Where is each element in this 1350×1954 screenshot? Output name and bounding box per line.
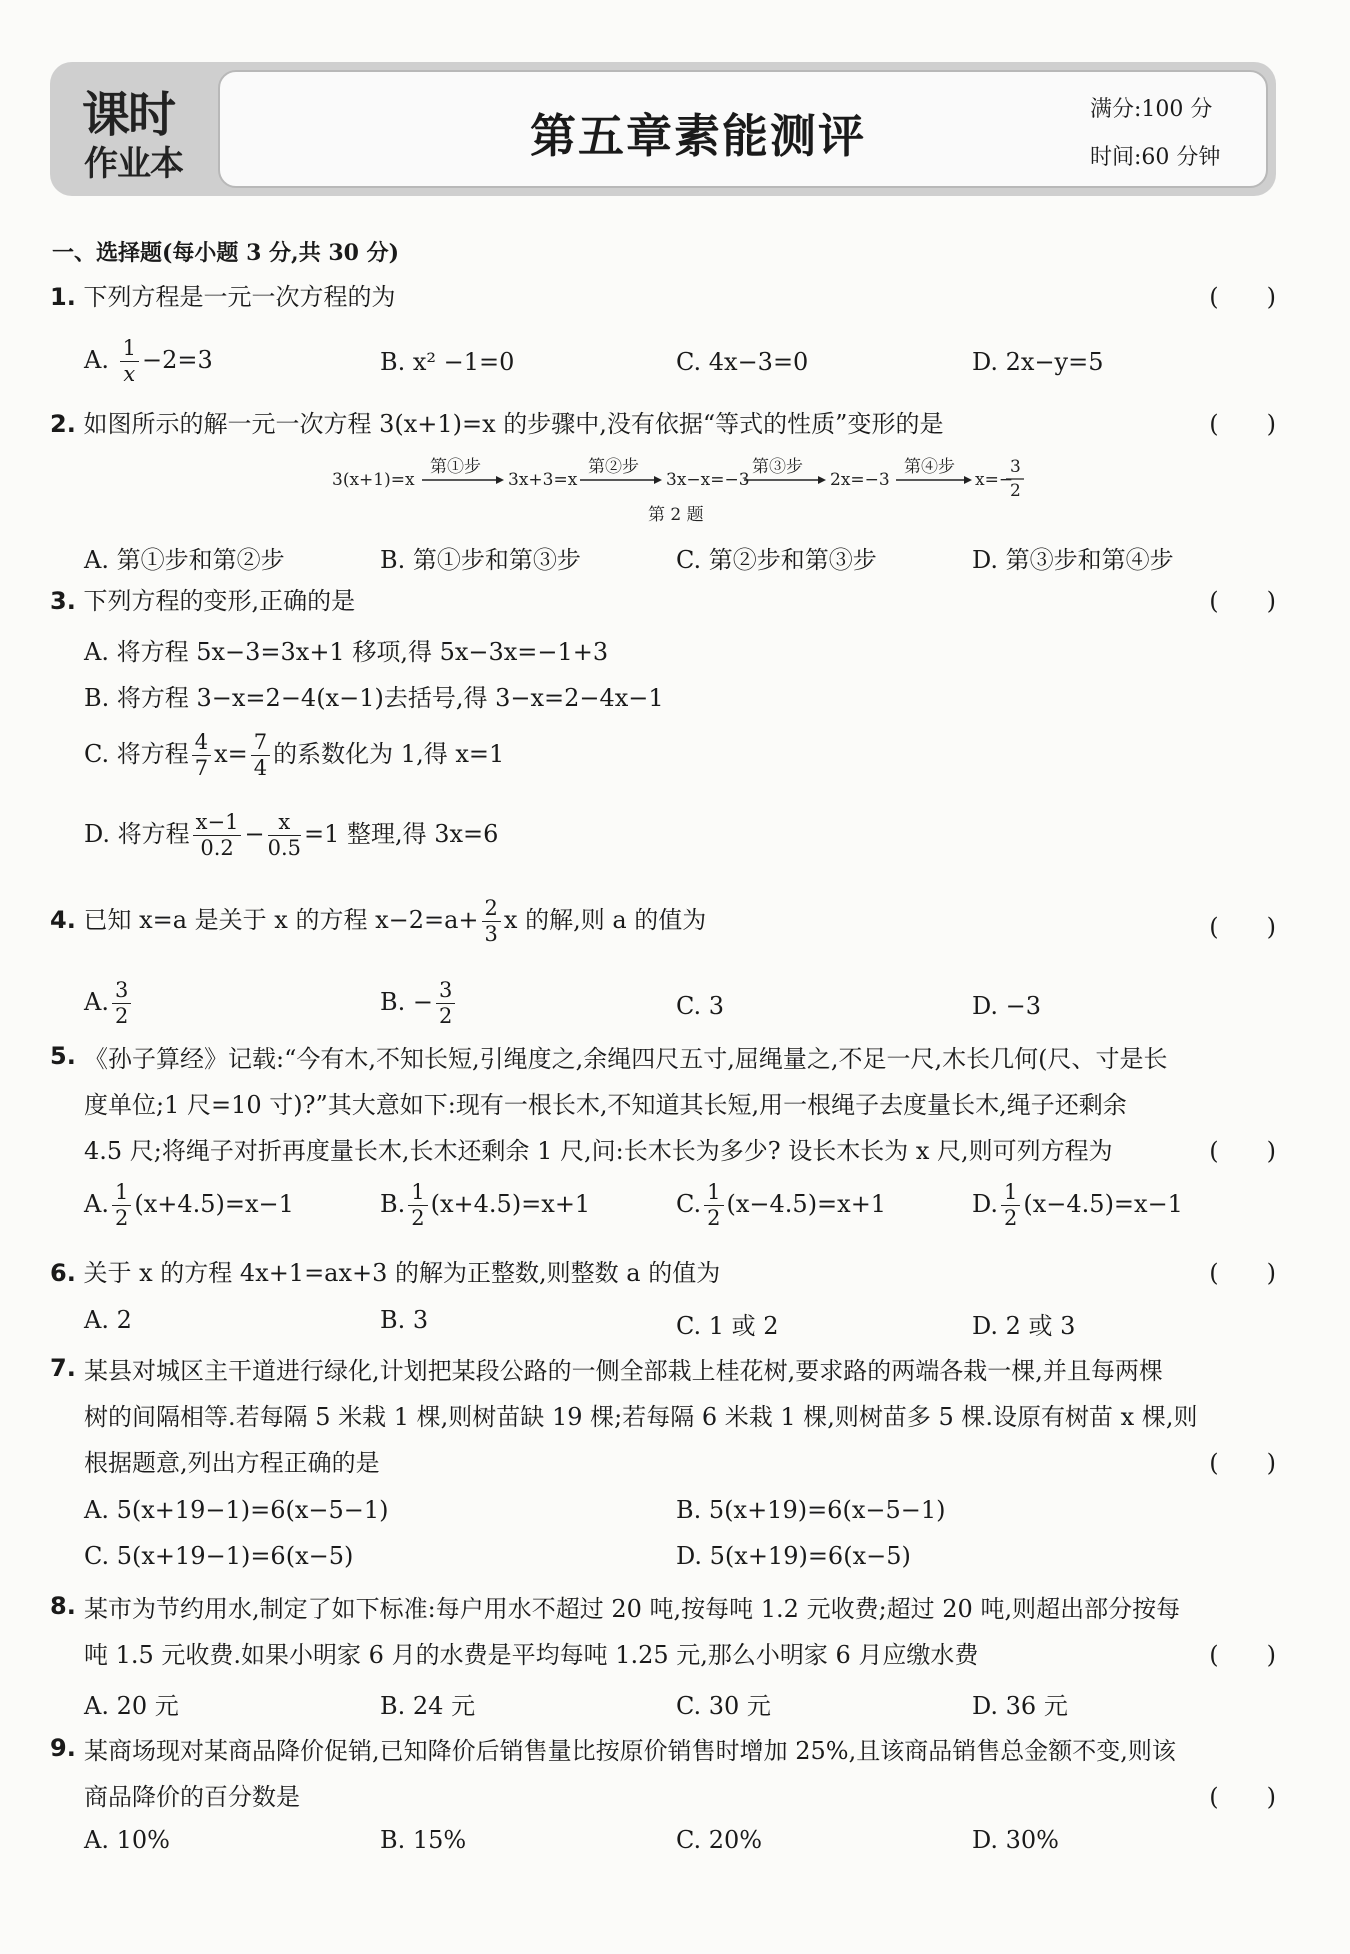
- numerator: x−1: [193, 812, 242, 836]
- numerator: x: [268, 812, 301, 836]
- flow-expr-2: 3x−x=−3: [666, 470, 750, 490]
- q7-option-a: A. 5(x+19−1)=6(x−5−1): [84, 1496, 389, 1524]
- option-text: D. 将方程: [84, 820, 190, 848]
- denominator: 2: [114, 1004, 129, 1028]
- denominator: 4: [253, 756, 268, 780]
- flow-expr-0: 3(x+1)=x: [332, 470, 415, 490]
- numerator: 1: [704, 1182, 723, 1206]
- question-line: 《孙子算经》记载:“今有木,不知长短,引绳度之,余绳四尺五寸,屈绳量之,不足一尺,木长几何(尺、寸是长: [84, 1045, 1168, 1073]
- answer-blank: ( ): [1209, 283, 1276, 311]
- denominator: 3: [484, 922, 498, 946]
- numerator: 1: [408, 1182, 427, 1206]
- option-label: A.: [84, 988, 109, 1016]
- question-number: 1.: [50, 283, 76, 311]
- option-rest: (x+4.5)=x−1: [134, 1190, 294, 1218]
- q8-option-b: B. 24 元: [380, 1692, 476, 1720]
- question-text: x 的解,则 a 的值为: [503, 906, 707, 934]
- arrowhead-icon: [496, 476, 504, 484]
- homework-badge: [62, 74, 222, 184]
- fraction: [408, 1182, 427, 1229]
- fraction: [436, 980, 455, 1027]
- fraction: [251, 732, 270, 779]
- numerator: 1: [1001, 1182, 1020, 1206]
- q4-option-a: [84, 980, 134, 1027]
- option-label: B.: [380, 1190, 406, 1218]
- question-text: 已知 x=a 是关于 x 的方程 x−2=a+: [83, 906, 479, 934]
- question-4: [50, 898, 1276, 945]
- denominator: 7: [194, 756, 209, 780]
- fraction: [1001, 1182, 1020, 1229]
- q9-option-a: A. 10%: [84, 1826, 170, 1854]
- q8-option-c: C. 30 元: [676, 1692, 771, 1720]
- q1-option-c: C. 4x−3=0: [676, 348, 809, 376]
- question-line: 4.5 尺;将绳子对折再度量长木,长木还剩余 1 尺,问:长木长为多少? 设长木长为 x 尺,则可列方程为: [84, 1137, 1113, 1165]
- q5-option-a: [84, 1182, 294, 1229]
- fraction: [112, 1182, 131, 1229]
- option-text: −: [244, 820, 265, 848]
- fraction: [193, 812, 242, 859]
- flow-frac-num: 3: [1010, 457, 1021, 477]
- question-5: [84, 1036, 1274, 1174]
- numerator: 1: [120, 338, 139, 362]
- question-number: 5.: [50, 1042, 76, 1070]
- section-heading: 一、选择题(每小题 3 分,共 30 分): [52, 240, 400, 266]
- fraction: [268, 812, 301, 859]
- question-6: [50, 1256, 1276, 1290]
- q2-option-c: C. 第②步和第③步: [676, 546, 877, 574]
- question-line: 某县对城区主干道进行绿化,计划把某段公路的一侧全部栽上桂花树,要求路的两端各栽一棵,并且每两棵: [84, 1357, 1163, 1385]
- question-number: 4.: [50, 906, 76, 934]
- fraction: [482, 898, 501, 945]
- question-number: 9.: [50, 1734, 76, 1762]
- question-number: 8.: [50, 1592, 76, 1620]
- arrowhead-icon: [654, 476, 662, 484]
- q3-option-d: [84, 812, 498, 859]
- question-3: [50, 584, 1276, 618]
- q5-option-d: [972, 1182, 1183, 1229]
- q2-option-a: A. 第①步和第②步: [84, 546, 285, 574]
- fraction: [120, 338, 139, 385]
- q9-option-d: D. 30%: [972, 1826, 1059, 1854]
- option-text: =1 整理,得 3x=6: [303, 820, 499, 848]
- q6-option-c: C. 1 或 2: [676, 1312, 779, 1340]
- fraction: [112, 980, 131, 1027]
- q3-option-a: A. 将方程 5x−3=3x+1 移项,得 5x−3x=−1+3: [84, 638, 609, 666]
- numerator: 3: [436, 980, 455, 1004]
- q5-option-b: [380, 1182, 590, 1229]
- question-line: 根据题意,列出方程正确的是: [84, 1449, 380, 1477]
- question-2: [50, 407, 1276, 441]
- numerator: 3: [112, 980, 131, 1004]
- q8-option-a: A. 20 元: [84, 1692, 179, 1720]
- option-rest: (x−4.5)=x−1: [1023, 1190, 1183, 1218]
- q6-option-d: D. 2 或 3: [972, 1312, 1076, 1340]
- option-rest: −2=3: [141, 346, 213, 374]
- answer-blank: ( ): [1209, 410, 1276, 438]
- q3-option-b: B. 将方程 3−x=2−4(x−1)去括号,得 3−x=2−4x−1: [84, 684, 664, 712]
- question-line: 某市为节约用水,制定了如下标准:每户用水不超过 20 吨,按每吨 1.2 元收费;超过 20 吨,则超出部分按每: [84, 1595, 1181, 1623]
- q8-option-d: D. 36 元: [972, 1692, 1068, 1720]
- time-limit: 时间:60 分钟: [1090, 145, 1221, 170]
- q4-option-c: C. 3: [676, 992, 725, 1020]
- q6-option-b: B. 3: [380, 1306, 429, 1334]
- numerator: 2: [482, 898, 501, 922]
- question-text: 下列方程是一元一次方程的为: [83, 283, 396, 311]
- numerator: 7: [251, 732, 270, 756]
- q7-number: [50, 1354, 76, 1382]
- denominator: 2: [1004, 1206, 1018, 1230]
- q9-option-c: C. 20%: [676, 1826, 763, 1854]
- q4-option-b: [380, 980, 458, 1027]
- q2-option-d: D. 第③步和第④步: [972, 546, 1174, 574]
- q6-option-a: A. 2: [84, 1306, 132, 1334]
- flow-expr-3: 2x=−3: [830, 470, 890, 490]
- answer-blank: ( ): [1209, 587, 1276, 615]
- page-title: 第五章素能测评: [530, 109, 866, 163]
- q5-option-c: [676, 1182, 886, 1229]
- option-label: B. −: [380, 988, 434, 1016]
- question-line-row: [84, 1632, 1274, 1678]
- q3-option-c: [84, 732, 504, 779]
- question-number: 6.: [50, 1259, 76, 1287]
- answer-blank: ( ): [1209, 1449, 1276, 1477]
- q7-option-d: D. 5(x+19)=6(x−5): [676, 1542, 911, 1570]
- answer-blank: ( ): [1209, 1641, 1276, 1669]
- flow-step-1: 第①步: [430, 457, 481, 477]
- badge-line1: 课时: [82, 87, 175, 143]
- question-number: 7.: [50, 1354, 76, 1382]
- q9-option-b: B. 15%: [380, 1826, 467, 1854]
- option-text: 的系数化为 1,得 x=1: [273, 740, 505, 768]
- header-bar: [50, 62, 1276, 196]
- option-text: x=: [214, 740, 248, 768]
- arrowhead-icon: [818, 476, 826, 484]
- denominator: 2: [114, 1206, 129, 1230]
- badge-line2: 作业本: [84, 144, 183, 184]
- question-number: 2.: [50, 410, 76, 438]
- q9-number: [50, 1734, 76, 1762]
- option-text: C. 将方程: [84, 740, 189, 768]
- flow-expr-4: x=−: [975, 470, 1014, 490]
- numerator: 4: [192, 732, 211, 756]
- question-text: 关于 x 的方程 4x+1=ax+3 的解为正整数,则整数 a 的值为: [83, 1259, 721, 1287]
- answer-blank: ( ): [1209, 1137, 1276, 1165]
- flow-step-3: 第③步: [752, 457, 803, 477]
- denominator: x: [123, 362, 136, 386]
- fraction: [192, 732, 211, 779]
- step-flow-figure: [320, 450, 1040, 530]
- q7-option-b: B. 5(x+19)=6(x−5−1): [676, 1496, 946, 1524]
- question-line: 树的间隔相等.若每隔 5 米栽 1 棵,则树苗缺 19 棵;若每隔 6 米栽 1 棵,则树苗多 5 棵.设原有树苗 x 棵,则: [84, 1403, 1198, 1431]
- question-8: [84, 1586, 1274, 1678]
- question-text: 下列方程的变形,正确的是: [83, 587, 356, 615]
- question-line-row: [84, 1440, 1274, 1486]
- denominator: 0.2: [200, 836, 234, 860]
- flow-step-2: 第②步: [588, 457, 639, 477]
- question-number: 3.: [50, 587, 76, 615]
- question-line: 吨 1.5 元收费.如果小明家 6 月的水费是平均每吨 1.25 元,那么小明家 6 月应缴水费: [84, 1641, 979, 1669]
- option-label: D.: [972, 1190, 999, 1218]
- flow-frac-den: 2: [1010, 481, 1021, 501]
- option-label: A.: [84, 1190, 109, 1218]
- question-line: 商品降价的百分数是: [84, 1783, 300, 1811]
- denominator: 2: [707, 1206, 721, 1230]
- arrowhead-icon: [964, 476, 972, 484]
- question-text: 如图所示的解一元一次方程 3(x+1)=x 的步骤中,没有依据“等式的性质”变形的是: [83, 410, 944, 438]
- denominator: 2: [439, 1004, 453, 1028]
- question-line: 度单位;1 尺=10 寸)?”其大意如下:现有一根长木,不知道其长短,用一根绳子去度量长木,绳子还剩余: [84, 1091, 1127, 1119]
- title-box: [218, 70, 1268, 188]
- option-label: C.: [676, 1190, 702, 1218]
- numerator: 1: [112, 1182, 131, 1206]
- answer-blank: ( ): [1209, 1783, 1276, 1811]
- q1-option-a: [84, 338, 213, 385]
- option-rest: (x−4.5)=x+1: [726, 1190, 887, 1218]
- flow-expr-1: 3x+3=x: [508, 470, 578, 490]
- option-label: A.: [84, 346, 109, 374]
- fraction: [704, 1182, 723, 1229]
- question-line-row: [84, 1128, 1274, 1174]
- q7-option-c: C. 5(x+19−1)=6(x−5): [84, 1542, 354, 1570]
- q1-option-d: D. 2x−y=5: [972, 348, 1104, 376]
- full-score: 满分:100 分: [1090, 97, 1213, 122]
- question-line: 某商场现对某商品降价促销,已知降价后销售量比按原价销售时增加 25%,且该商品销售总金额不变,则该: [84, 1737, 1176, 1765]
- option-rest: (x+4.5)=x+1: [430, 1190, 591, 1218]
- flow-step-4: 第④步: [904, 457, 955, 477]
- question-line-row: [84, 1774, 1274, 1820]
- q2-option-b: B. 第①步和第③步: [380, 546, 581, 574]
- answer-blank: ( ): [1209, 1259, 1276, 1287]
- q4-option-d: D. −3: [972, 992, 1042, 1020]
- denominator: 2: [411, 1206, 425, 1230]
- question-9: [84, 1728, 1274, 1820]
- question-7: [84, 1348, 1274, 1486]
- question-1: [50, 280, 1276, 314]
- answer-blank: ( ): [1209, 913, 1276, 941]
- q8-number: [50, 1592, 76, 1620]
- q5-number: [50, 1042, 76, 1070]
- denominator: 0.5: [267, 836, 301, 860]
- figure-caption: 第 2 题: [648, 505, 704, 525]
- q1-option-b: B. x² −1=0: [380, 348, 515, 376]
